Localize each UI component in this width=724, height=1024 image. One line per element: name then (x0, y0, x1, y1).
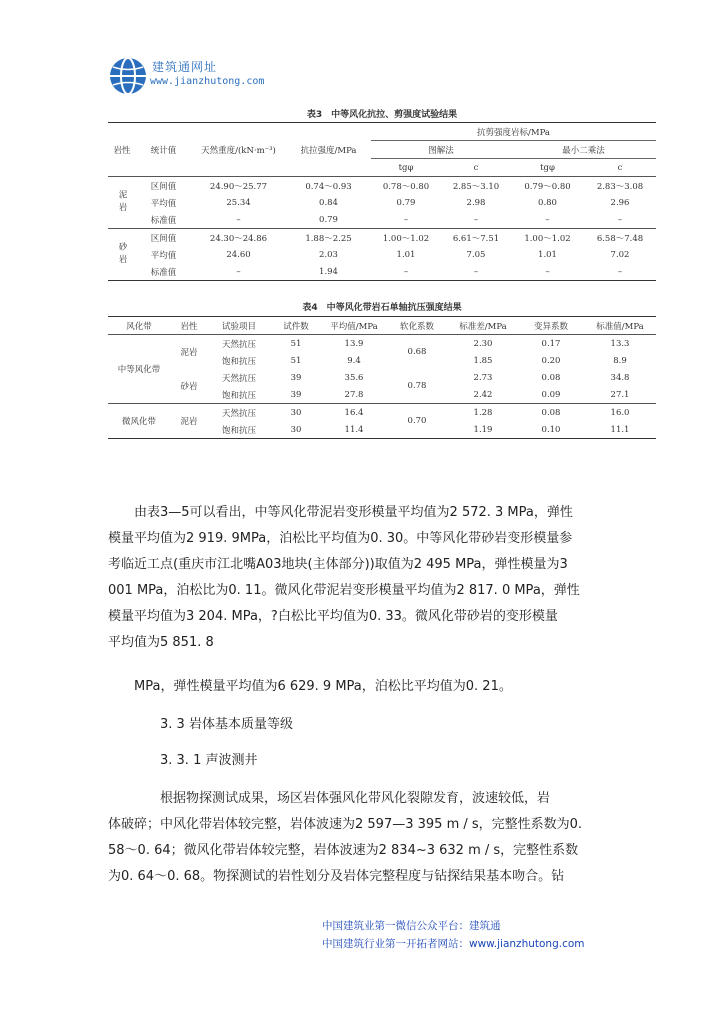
table-cell: 天然抗压 (221, 408, 256, 419)
table-cell: 区间值 (150, 181, 177, 192)
table-cell: – (236, 266, 241, 277)
table-row (108, 335, 656, 353)
table4-caption: 表4 中等风化带岩石单轴抗压强度结果 (302, 303, 462, 313)
brand-url[interactable]: www.jianzhutong.com (150, 76, 265, 87)
table-cell: 35.6 (344, 372, 364, 383)
table-cell: 9.4 (347, 355, 361, 366)
table-cell: 24.30～24.86 (209, 233, 268, 244)
footer-line2[interactable]: 中国建筑行业第一开拓者网站：www.jianzhutong.com (322, 938, 585, 950)
table-cell: 1.19 (473, 424, 493, 435)
paragraph-line: 模量平均值为2 919. 9MPa，泊松比平均值为0. 30。中等风化带砂岩变形模量参 (108, 531, 573, 546)
table-cell: – (473, 266, 479, 277)
footer-line1: 中国建筑业第一微信公众平台：建筑通 (322, 920, 501, 932)
table-cell: 6.61～7.51 (452, 233, 500, 244)
brand-title: 建筑通网址 (152, 60, 218, 74)
table-cell: 0.10 (541, 424, 561, 435)
table-cell: 1.88～2.25 (305, 233, 352, 244)
table-cell: 2.30 (473, 338, 493, 349)
table-cell: – (617, 266, 623, 277)
column-header: 标准差/MPa (459, 321, 507, 332)
table-cell: 0.79～0.80 (524, 181, 571, 192)
weathering-zone: 中等风化带 (117, 365, 161, 375)
paragraph-line: 001 MPa，泊松比为0. 11。微风化带泥岩变形模量平均值为2 817. 0 MPa，弹性 (108, 583, 580, 598)
table-cell: 标准值 (150, 215, 177, 226)
rock-type: 砂岩 (117, 242, 127, 267)
paragraph-line: 3. 3. 1 声波测井 (108, 753, 258, 768)
weathering-zone: 微风化带 (121, 417, 156, 427)
softening-coefficient: 0.68 (407, 347, 427, 357)
table-cell: 2.42 (473, 389, 493, 400)
table-cell: 51 (290, 355, 302, 366)
table-cell: 24.60 (226, 249, 251, 260)
table-cell: 0.09 (541, 389, 561, 400)
table-cell: 平均值 (150, 198, 177, 209)
table-row (108, 263, 656, 281)
paragraph-line: 根据物探测试成果，场区岩体强风化带风化裂隙发育，波速较低，岩 (108, 791, 551, 806)
t3-h-rock: 岩性 (108, 123, 136, 177)
table-cell: 0.74～0.93 (305, 181, 352, 192)
paragraph-line: 模量平均值为3 204. MPa，?白松比平均值为0. 33。微风化带砂岩的变形模量 (108, 609, 558, 624)
table-cell: 34.8 (610, 372, 630, 383)
table-cell: 11.1 (610, 424, 630, 435)
rock-type: 泥岩 (117, 190, 127, 215)
column-header: 平均值/MPa (330, 321, 378, 332)
column-header: 试件数 (283, 321, 309, 332)
table-cell: 0.08 (541, 407, 561, 418)
table-cell: 1.01 (396, 249, 416, 260)
softening-coefficient: 0.78 (407, 381, 427, 391)
table-cell: 2.73 (473, 372, 493, 383)
table-row (108, 246, 656, 263)
rock-type: 泥岩 (180, 417, 198, 427)
table-cell: 24.90～25.77 (209, 181, 268, 192)
table-cell: 饱和抗压 (221, 425, 256, 436)
table-row (108, 404, 656, 422)
table-cell: 13.9 (344, 338, 364, 349)
table3 (108, 122, 656, 281)
column-header: 风化带 (126, 321, 152, 332)
table-cell: – (236, 214, 241, 225)
t3-h-shear: 抗剪强度岩标/MPa (371, 123, 656, 141)
table-row (108, 229, 656, 247)
table-cell: 1.01 (538, 249, 557, 260)
table-cell: 13.3 (610, 338, 630, 349)
table-cell: 2.03 (319, 249, 338, 260)
t3-h-tan: tgφ (540, 162, 555, 173)
table-cell: 7.05 (466, 249, 486, 260)
column-header: 标准值/MPa (596, 321, 644, 332)
table-cell: 0.08 (541, 372, 561, 383)
t3-h-tan: tgφ (398, 162, 414, 173)
column-header: 变异系数 (533, 321, 568, 332)
table-cell: 标准值 (150, 267, 177, 278)
table-cell: 1.00～1.02 (524, 233, 571, 244)
table-row (108, 177, 656, 195)
table-cell: 区间值 (150, 233, 177, 244)
table4 (108, 316, 656, 439)
table-cell: 0.84 (319, 197, 338, 208)
table-cell: 1.28 (473, 407, 493, 418)
paragraph-line: MPa，弹性模量平均值为6 629. 9 MPa，泊松比平均值为0. 21。 (108, 679, 512, 694)
table-cell: 0.79 (319, 214, 338, 225)
table-cell: 2.83～3.08 (596, 181, 644, 192)
table-cell: – (473, 214, 479, 225)
table-cell: 2.98 (466, 197, 486, 208)
table-cell: 7.02 (610, 249, 630, 260)
table-cell: 30 (290, 407, 302, 418)
table-cell: 饱和抗压 (221, 390, 256, 401)
table-cell: 16.0 (610, 407, 630, 418)
table-cell: 51 (290, 338, 302, 349)
table-cell: 39 (290, 372, 302, 383)
table-cell: 30 (290, 424, 302, 435)
table-row (108, 211, 656, 229)
t3-h-graph: 图解法 (371, 141, 511, 159)
column-header: 软化系数 (399, 321, 434, 332)
table-cell: 0.79 (396, 197, 416, 208)
paragraph-line: 3. 3 岩体基本质量等级 (108, 717, 293, 732)
table-row (108, 194, 656, 211)
table-cell: 39 (290, 389, 302, 400)
table-cell: 16.4 (344, 407, 364, 418)
table3-caption: 表3 中等风化抗拉、剪强度试验结果 (306, 110, 458, 120)
table-cell: – (617, 214, 623, 225)
paragraph-line: 58～0. 64；微风化带岩体较完整，岩体波速为2 834~3 632 m / s，完整性系数 (108, 843, 579, 858)
table-cell: 1.94 (319, 266, 338, 277)
paragraph-line: 由表3—5可以看出，中等风化带泥岩变形模量平均值为2 572. 3 MPa，弹性 (108, 505, 573, 520)
table-cell: – (403, 266, 409, 277)
globe-logo-icon (108, 56, 148, 96)
table-cell: 1.00～1.02 (382, 233, 430, 244)
t3-h-density: 天然重度/(kN·m⁻³) (191, 123, 286, 177)
table-cell: 0.78～0.80 (382, 181, 430, 192)
paragraph-line: 体破碎；中风化带岩体较完整，岩体波速为2 597—3 395 m / s，完整性系数为0. (108, 817, 583, 832)
paragraph-line: 为0. 64～0. 68。物探测试的岩性划分及岩体完整程度与钻探结果基本吻合。钻 (108, 869, 565, 884)
table-cell: – (545, 266, 550, 277)
softening-coefficient: 0.70 (407, 416, 427, 426)
t3-h-c: c (617, 162, 623, 173)
table-cell: 25.34 (226, 197, 251, 208)
table-cell: 0.20 (541, 355, 561, 366)
table-cell: 2.96 (610, 197, 630, 208)
table-cell: 天然抗压 (221, 339, 256, 350)
table-row (108, 369, 656, 386)
table-cell: – (403, 214, 409, 225)
table-cell: 11.4 (344, 424, 364, 435)
table-cell: 27.1 (610, 389, 630, 400)
table-cell: 饱和抗压 (221, 356, 256, 367)
table-cell: 平均值 (150, 250, 177, 261)
rock-type: 砂岩 (180, 382, 198, 392)
table-cell: 2.85～3.10 (452, 181, 500, 192)
t3-h-lsq: 最小二乘法 (511, 141, 656, 159)
column-header: 岩性 (180, 321, 198, 332)
table-cell: 1.85 (473, 355, 493, 366)
rock-type: 泥岩 (180, 348, 198, 358)
t3-h-stat: 统计值 (136, 123, 191, 177)
paragraph-line: 考临近工点(重庆市江北嘴A03地块(主体部分))取值为2 495 MPa，弹性模量为3 (108, 557, 568, 572)
table-cell: 6.58～7.48 (596, 233, 644, 244)
paragraph-line: 平均值为5 851. 8 (108, 635, 214, 650)
table-cell: 0.17 (541, 338, 561, 349)
t3-h-c: c (473, 162, 479, 173)
table-cell: 8.9 (613, 355, 627, 366)
t3-h-tensile: 抗拉强度/MPa (286, 123, 371, 177)
table-cell: 27.8 (344, 389, 364, 400)
table-cell: – (545, 214, 550, 225)
column-header: 试验项目 (221, 321, 256, 332)
table-cell: 天然抗压 (221, 373, 256, 384)
table-cell: 0.80 (538, 197, 557, 208)
